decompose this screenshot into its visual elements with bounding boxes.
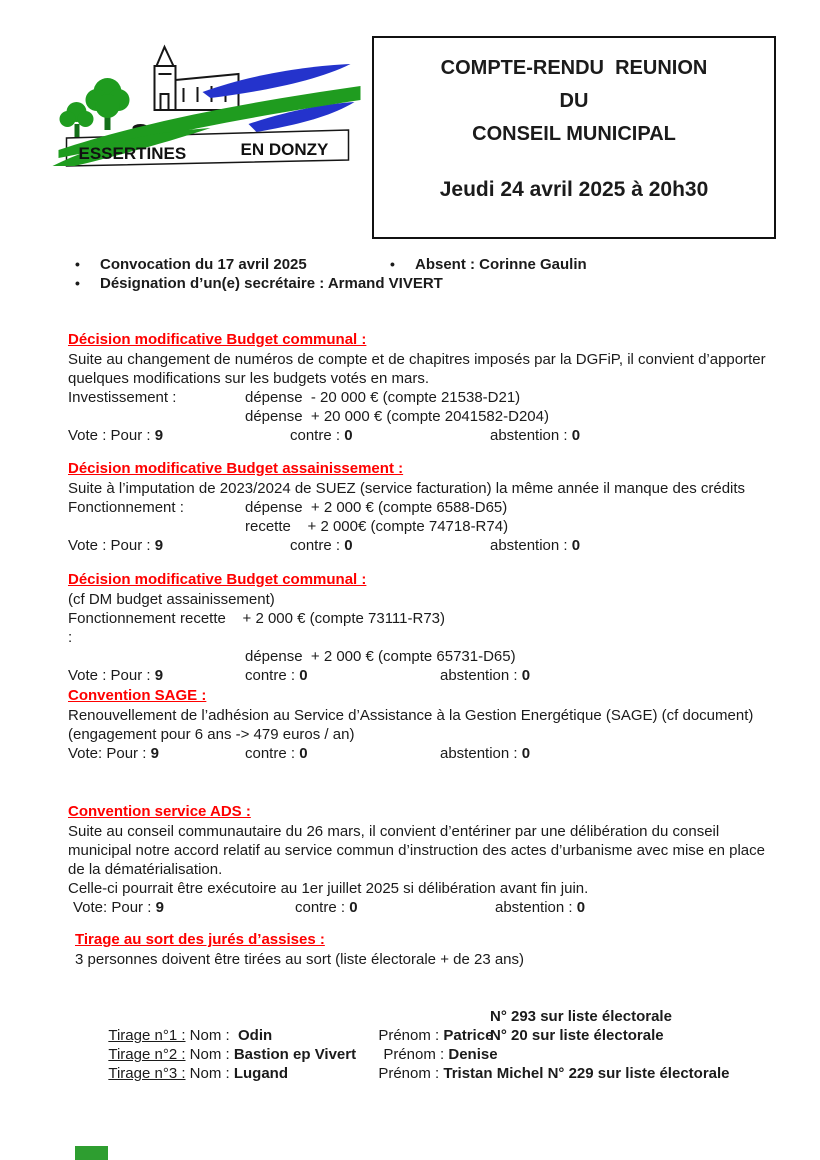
vote-abstention-value: 0 [571, 427, 581, 444]
vote-line [68, 536, 774, 555]
vote-line [68, 666, 774, 685]
budget-entry: dépense + 20 000 € (compte 2041582-D204) [245, 408, 549, 425]
vote-abstention-value: 0 [576, 899, 586, 916]
vote-abstention-label: abstention : [490, 537, 572, 554]
absent-item [390, 255, 587, 274]
section-body: Suite au conseil communautaire du 26 mars, il convient d’entériner par une délibération du conseil municipal notre accord relatif au service commun d’instruction des actes d’urbanisme avec mise en place de la dématérialisation. [68, 823, 770, 878]
footer-logo-fragment [75, 1146, 108, 1160]
bullet-icon: • [75, 275, 80, 291]
section-body-2: (engagement pour 6 ans -> 479 euros / an) [68, 726, 355, 743]
trees-icon [60, 78, 130, 138]
section-heading: Tirage au sort des jurés d’assises : [75, 931, 325, 948]
section-body: (cf DM budget assainissement) [68, 591, 275, 608]
nom-value: Lugand [233, 1065, 288, 1082]
vote-pour-label: Vote : Pour : [68, 427, 155, 444]
vote-line [68, 898, 774, 917]
section-heading: Décision modificative Budget communal : [68, 331, 367, 348]
tirage-label: Tirage n°3 : [108, 1065, 186, 1082]
prenom-value: Denise [448, 1046, 498, 1063]
vote-abstention-value: 0 [571, 537, 581, 554]
vote-contre-label: contre : [290, 537, 345, 554]
vote-pour-value: 9 [155, 899, 164, 916]
vote-contre-label: contre : [245, 667, 300, 684]
vote-abstention-label: abstention : [440, 667, 522, 684]
section-dm-budget-assainissement [68, 459, 774, 555]
vote-abstention-value: 0 [521, 667, 531, 684]
vote-contre-label: contre : [245, 745, 300, 762]
section-convention-sage [68, 686, 774, 763]
budget-entry: recette + 2 000 € (compte 73111-R73) [180, 610, 446, 627]
vote-contre-value: 0 [349, 899, 358, 916]
budget-entry: dépense + 2 000 € (compte 65731-D65) [245, 648, 516, 665]
church-icon [155, 47, 239, 110]
tirage-row-2 [68, 1026, 774, 1063]
budget-entry: recette + 2 000€ (compte 74718-R74) [245, 518, 509, 535]
vote-contre-value: 0 [344, 537, 353, 554]
vote-pour-label: Vote: Pour : [73, 899, 156, 916]
vote-line [68, 744, 774, 763]
vote-contre-label: contre : [295, 899, 350, 916]
vote-pour-label: Vote : Pour : [68, 537, 155, 554]
section-tirage-jures [68, 930, 774, 1082]
numero-liste: N° 229 sur liste électorale [547, 1065, 730, 1082]
logo-text-essertines: ESSERTINES [78, 144, 187, 163]
prenom-value: Patrice [443, 1027, 494, 1044]
nom-value: Odin [238, 1027, 273, 1044]
section-heading: Décision modificative Budget assainissement : [68, 460, 404, 477]
vote-contre-value: 0 [344, 427, 353, 444]
vote-pour-label: Vote : Pour : [68, 667, 155, 684]
budget-entry: dépense + 2 000 € (compte 6588-D65) [245, 499, 508, 516]
budget-line-label: Fonctionnement : [68, 610, 180, 646]
budget-line-label: Fonctionnement : [68, 499, 184, 516]
title-line-2: DU [559, 90, 589, 112]
nom-label: Nom : [185, 1065, 234, 1082]
vote-contre-value: 0 [299, 667, 308, 684]
vote-abstention-label: abstention : [440, 745, 522, 762]
bullet-icon: • [75, 256, 80, 272]
vote-abstention-value: 0 [521, 745, 531, 762]
section-body: Suite au changement de numéros de compte et de chapitres imposés par la DGFiP, il convient d’apporter quelques modifications sur les budgets votés en mars. [68, 351, 770, 387]
absent-text: Absent : Corinne Gaulin [415, 256, 587, 273]
section-heading: Convention service ADS : [68, 803, 251, 820]
title-line-3: CONSEIL MUNICIPAL [472, 123, 676, 145]
section-body: Renouvellement de l’adhésion au Service d’Assistance à la Gestion Energétique (SAGE) (cf document) [68, 707, 754, 724]
vote-pour-value: 9 [150, 745, 159, 762]
vote-abstention-label: abstention : [490, 427, 572, 444]
meeting-date: Jeudi 24 avril 2025 à 20h30 [439, 178, 709, 201]
convocation-item [75, 255, 390, 274]
section-body-2: Celle-ci pourrait être exécutoire au 1er juillet 2025 si délibération avant fin juin. [68, 880, 589, 897]
budget-line-label: Investissement : [68, 389, 177, 406]
vote-pour-label: Vote: Pour : [68, 745, 151, 762]
logo-text-en-donzy: EN DONZY [240, 140, 329, 159]
title-box [372, 36, 776, 239]
section-dm-budget-communal-1 [68, 330, 774, 445]
vote-pour-value: 9 [154, 427, 164, 444]
section-convention-ads [68, 802, 774, 917]
prenom-label: Prénom : [378, 1027, 444, 1044]
vote-line [68, 426, 774, 445]
prenom-label: Prénom : [383, 1046, 449, 1063]
bullet-icon: • [390, 256, 395, 272]
prenom-value: Tristan Michel [443, 1065, 548, 1082]
commune-logo-image [50, 36, 365, 170]
section-dm-budget-communal-2 [68, 570, 774, 685]
numero-liste: N° 293 sur liste électorale [490, 1008, 672, 1025]
numero-liste: N° 20 sur liste électorale [490, 1027, 664, 1044]
section-heading: Décision modificative Budget communal : [68, 571, 367, 588]
section-heading: Convention SAGE : [68, 687, 207, 704]
nom-label: Nom : [185, 1027, 239, 1044]
section-body: Suite à l’imputation de 2023/2024 de SUEZ (service facturation) la même année il manque des crédits [68, 480, 746, 497]
secretaire-text: Désignation d’un(e) secrétaire : Armand VIVERT [100, 275, 443, 292]
nom-value: Bastion ep Vivert [233, 1046, 357, 1063]
convocation-text: Convocation du 17 avril 2025 [100, 256, 307, 273]
vote-contre-label: contre : [290, 427, 345, 444]
vote-contre-value: 0 [299, 745, 308, 762]
tirage-label: Tirage n°1 : [108, 1027, 186, 1044]
tirage-label: Tirage n°2 : [108, 1046, 186, 1063]
meeting-meta [75, 255, 765, 293]
title-line-1: COMPTE-RENDU REUNION [440, 57, 708, 79]
budget-entry: dépense - 20 000 € (compte 21538-D21) [245, 389, 521, 406]
vote-abstention-label: abstention : [495, 899, 577, 916]
vote-pour-value: 9 [154, 537, 164, 554]
section-body: 3 personnes doivent être tirées au sort (liste électorale + de 23 ans) [75, 951, 525, 968]
tirage-row-3 [68, 1045, 774, 1082]
commune-logo [50, 36, 365, 170]
nom-label: Nom : [185, 1046, 234, 1063]
prenom-label: Prénom : [378, 1065, 444, 1082]
vote-pour-value: 9 [154, 667, 164, 684]
secretaire-item [75, 274, 443, 293]
